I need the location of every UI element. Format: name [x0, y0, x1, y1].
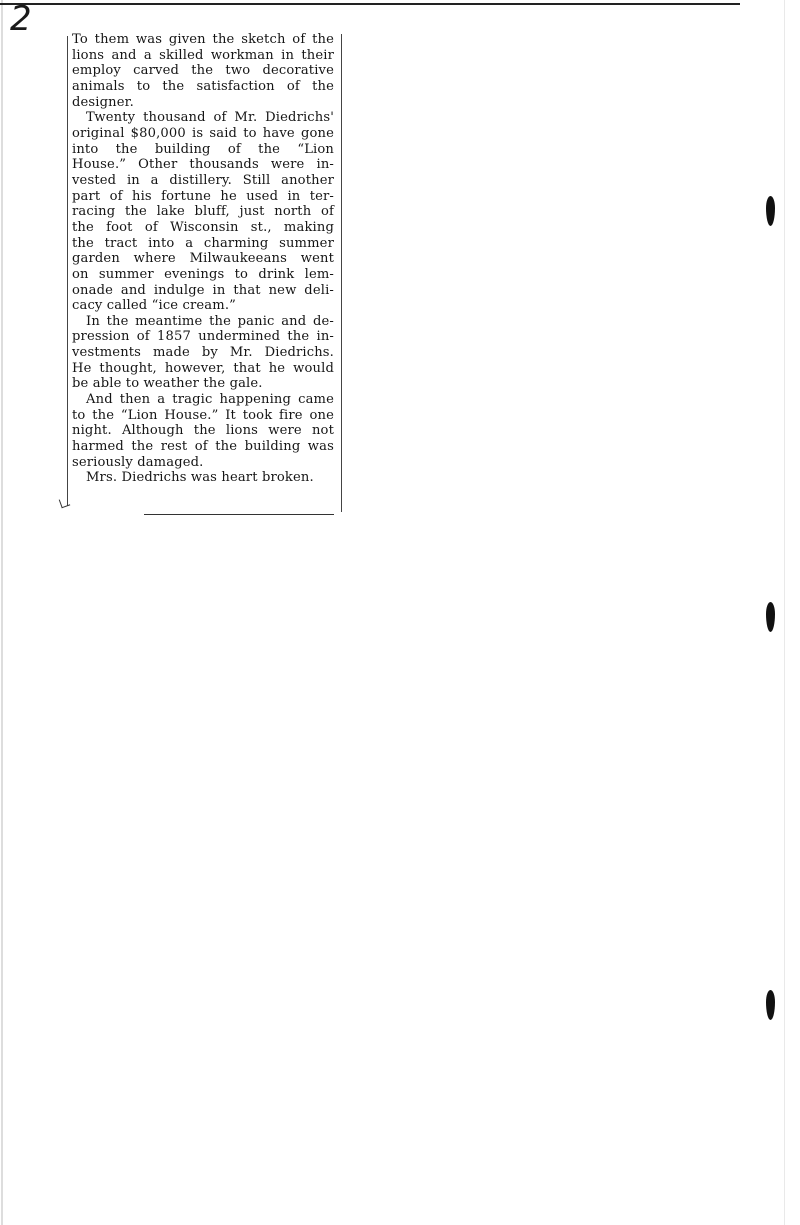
article-line: vested in a distillery. Still another — [72, 172, 334, 188]
article-line: seriously damaged. — [72, 454, 204, 470]
clipping-left-edge — [67, 36, 68, 506]
article-line: vestments made by Mr. Diedrichs. — [72, 345, 334, 361]
article-line: lions and a skilled workman in their — [72, 47, 334, 63]
article-line: racing the lake bluff, just north of — [72, 204, 334, 220]
page-right-edge — [784, 0, 785, 1225]
newspaper-clipping — [62, 32, 342, 522]
article-line: In the meantime the panic and de- — [86, 313, 334, 329]
article-line: the tract into a charming summer — [72, 235, 334, 251]
article-line: harmed the rest of the building was — [72, 439, 334, 455]
article-line: He thought, however, that he would — [72, 360, 334, 376]
article-line: And then a tragic happening came — [86, 392, 334, 408]
article-line: onade and indulge in that new deli- — [72, 282, 334, 298]
article-line: Twenty thousand of Mr. Diedrichs' — [86, 110, 334, 126]
article-line: be able to weather the gale. — [72, 376, 263, 392]
article-line: original $80,000 is said to have gone — [72, 125, 334, 141]
clipping-right-edge — [341, 34, 342, 512]
article-line: Mrs. Diedrichs was heart broken. — [86, 470, 314, 486]
page-left-edge — [1, 0, 3, 1225]
binder-hole-icon — [766, 602, 775, 632]
article-line: cacy called “ice cream.” — [72, 298, 236, 314]
clipping-bottom-rule — [144, 514, 334, 515]
article-text — [72, 32, 334, 486]
article-line: the foot of Wisconsin st., making — [72, 219, 334, 235]
article-line: House.” Other thousands were in- — [72, 157, 334, 173]
article-line: pression of 1857 undermined the in- — [72, 329, 334, 345]
top-rule — [0, 3, 740, 5]
article-line: part of his fortune he used in ter- — [72, 188, 334, 204]
article-line: to the “Lion House.” It took fire one — [72, 407, 334, 423]
article-line: designer. — [72, 94, 134, 110]
binder-hole-icon — [766, 196, 775, 226]
article-line: into the building of the “Lion — [72, 141, 334, 157]
article-line: animals to the satisfaction of the — [72, 78, 334, 94]
binder-hole-icon — [766, 990, 775, 1020]
article-line: To them was given the sketch of the — [72, 32, 334, 47]
article-line: on summer evenings to drink lem- — [72, 266, 334, 282]
page-number: 2 — [10, 0, 32, 39]
article-line: employ carved the two decorative — [72, 63, 334, 79]
article-line: garden where Milwaukeeans went — [72, 251, 334, 267]
article-line: night. Although the lions were not — [72, 423, 334, 439]
